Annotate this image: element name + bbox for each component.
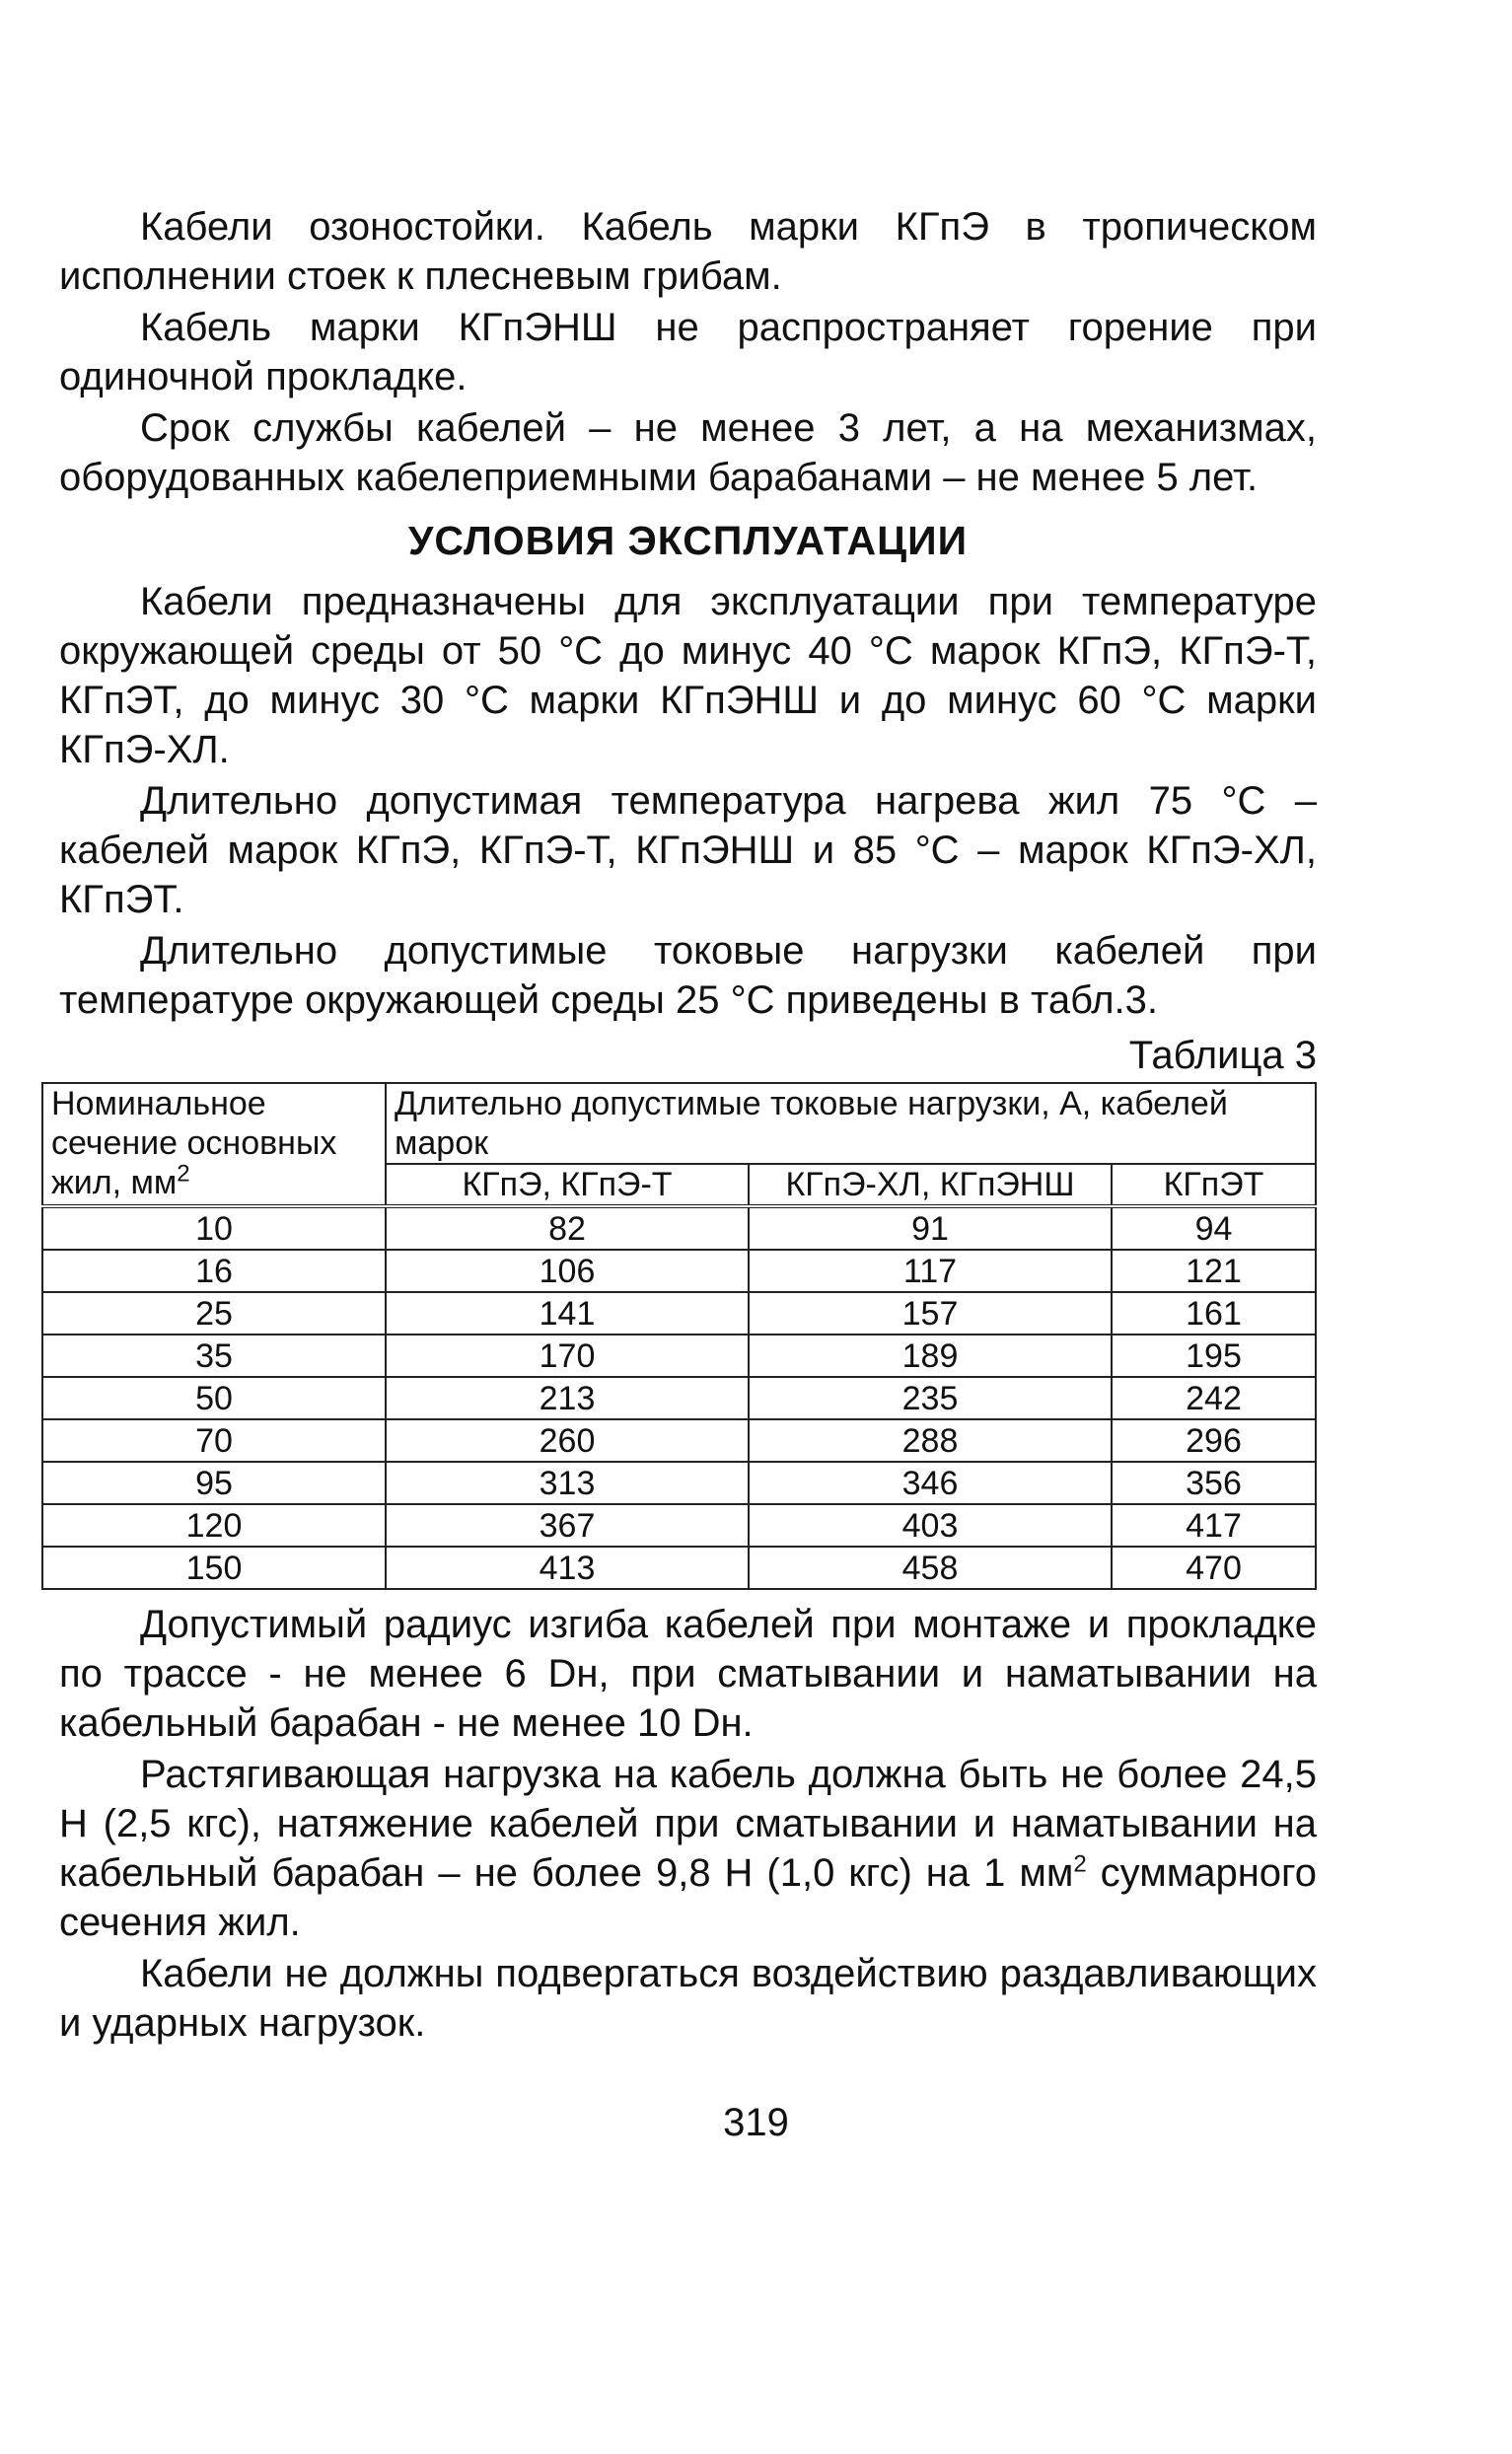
tensile-load-text: Растягивающая нагрузка на кабель должна быть не более 24,5 Н (2,5 кгс), натяжение кабелей при сматывании и наматывании на кабельный барабан – не более 9,8 Н (1,0 кгс) на 1 мм [59,1753,1317,1895]
paragraph-ozone: Кабели озоностойки. Кабель марки КГпЭ в тропическом исполнении стоек к плесневым грибам. [59,205,1317,298]
header-load-group: Длительно допустимые токовые нагрузки, А, кабелей марок [386,1083,1316,1164]
header-cross-section [42,1083,386,1206]
cell-kgpe: 106 [386,1250,749,1292]
cell-kgpet: 417 [1112,1504,1316,1547]
cell-kgpe: 141 [386,1292,749,1335]
table-row [42,1292,1316,1335]
cell-kgpet: 296 [1112,1419,1316,1462]
cell-kgpet: 356 [1112,1462,1316,1504]
table-row [42,1547,1316,1589]
table-row [42,1504,1316,1547]
table-row [42,1462,1316,1504]
cell-section: 16 [42,1250,386,1292]
cell-kgpe: 313 [386,1462,749,1504]
cell-kgpe: 367 [386,1504,749,1547]
cell-section: 150 [42,1547,386,1589]
paragraph-heating-temp: Длительно допустимая температура нагрева жил 75 °С – кабелей марок КГпЭ, КГпЭ-Т, КГпЭНШ и 85 °С – марок КГпЭ-ХЛ, КГпЭТ. [59,779,1317,921]
cell-kgpe: 213 [386,1377,749,1419]
paragraph-current-loads: Длительно допустимые токовые нагрузки кабелей при температуре окружающей среды 25 °С приведены в табл.3. [59,929,1317,1022]
cell-kgpet: 242 [1112,1377,1316,1419]
header-kgpe: КГпЭ, КГпЭ-Т [386,1164,749,1206]
header-kgpe-hl: КГпЭ-ХЛ, КГпЭНШ [749,1164,1112,1206]
paragraph-temperature-range: Кабели предназначены для эксплуатации при температуре окружающей среды от 50 °С до минус 40 °С марок КГпЭ, КГпЭ-Т, КГпЭТ, до минус 30 °С марки КГпЭНШ и до минус 60 °С марки КГпЭ-ХЛ. [59,580,1317,771]
cell-kgpe-hl: 346 [749,1462,1112,1504]
table-row [42,1419,1316,1462]
cell-kgpe: 82 [386,1206,749,1250]
tensile-load-sup: 2 [1073,1850,1087,1878]
cell-kgpet: 195 [1112,1335,1316,1377]
cell-kgpe-hl: 117 [749,1250,1112,1292]
cell-section: 120 [42,1504,386,1547]
cell-section: 35 [42,1335,386,1377]
section-heading: УСЛОВИЯ ЭКСПЛУАТАЦИИ [407,518,969,563]
cell-kgpe-hl: 235 [749,1377,1112,1419]
cell-kgpe-hl: 91 [749,1206,1112,1250]
table-body [42,1206,1316,1589]
cell-section: 10 [42,1206,386,1250]
cell-kgpet: 94 [1112,1206,1316,1250]
paragraph-fire: Кабель марки КГпЭНШ не распространяет горение при одиночной прокладке. [59,306,1317,398]
paragraph-service-life: Срок службы кабелей – не менее 3 лет, а на механизмах, оборудованных кабелеприемными барабанами – не менее 5 лет. [59,406,1317,499]
cell-kgpe: 170 [386,1335,749,1377]
paragraph-crush-loads: Кабели не должны подвергаться воздействию раздавливающих и ударных нагрузок. [59,1952,1317,2045]
cell-kgpe-hl: 157 [749,1292,1112,1335]
page-content [51,202,1317,2048]
cell-kgpet: 470 [1112,1547,1316,1589]
header-cross-section-sup: 2 [177,1160,190,1188]
cell-kgpe: 413 [386,1547,749,1589]
table-row [42,1377,1316,1419]
cell-kgpe-hl: 403 [749,1504,1112,1547]
table-row [42,1250,1316,1292]
cell-kgpe-hl: 458 [749,1547,1112,1589]
paragraph-bend-radius: Допустимый радиус изгиба кабелей при монтаже и прокладке по трассе - не менее 6 Dн, при сматывании и наматывании на кабельный барабан - не менее 10 Dн. [59,1603,1317,1745]
table-row [42,1206,1316,1250]
cell-kgpet: 121 [1112,1250,1316,1292]
cell-section: 50 [42,1377,386,1419]
cell-kgpet: 161 [1112,1292,1316,1335]
table-row [42,1335,1316,1377]
tensile-load-tail: суммарного сечения жил. [59,1851,1317,1944]
page-number: 319 [723,2101,789,2144]
cell-kgpe-hl: 189 [749,1335,1112,1377]
paragraph-tensile-load [59,1750,1317,1947]
cell-kgpe-hl: 288 [749,1419,1112,1462]
cell-section: 95 [42,1462,386,1504]
table-caption: Таблица 3 [1128,1034,1317,1077]
header-kgpet: КГпЭТ [1112,1164,1316,1206]
current-load-table [41,1082,1317,1590]
cell-section: 70 [42,1419,386,1462]
cell-section: 25 [42,1292,386,1335]
header-cross-section-text: Номинальное сечение основных жил, мм [51,1085,337,1201]
cell-kgpe: 260 [386,1419,749,1462]
